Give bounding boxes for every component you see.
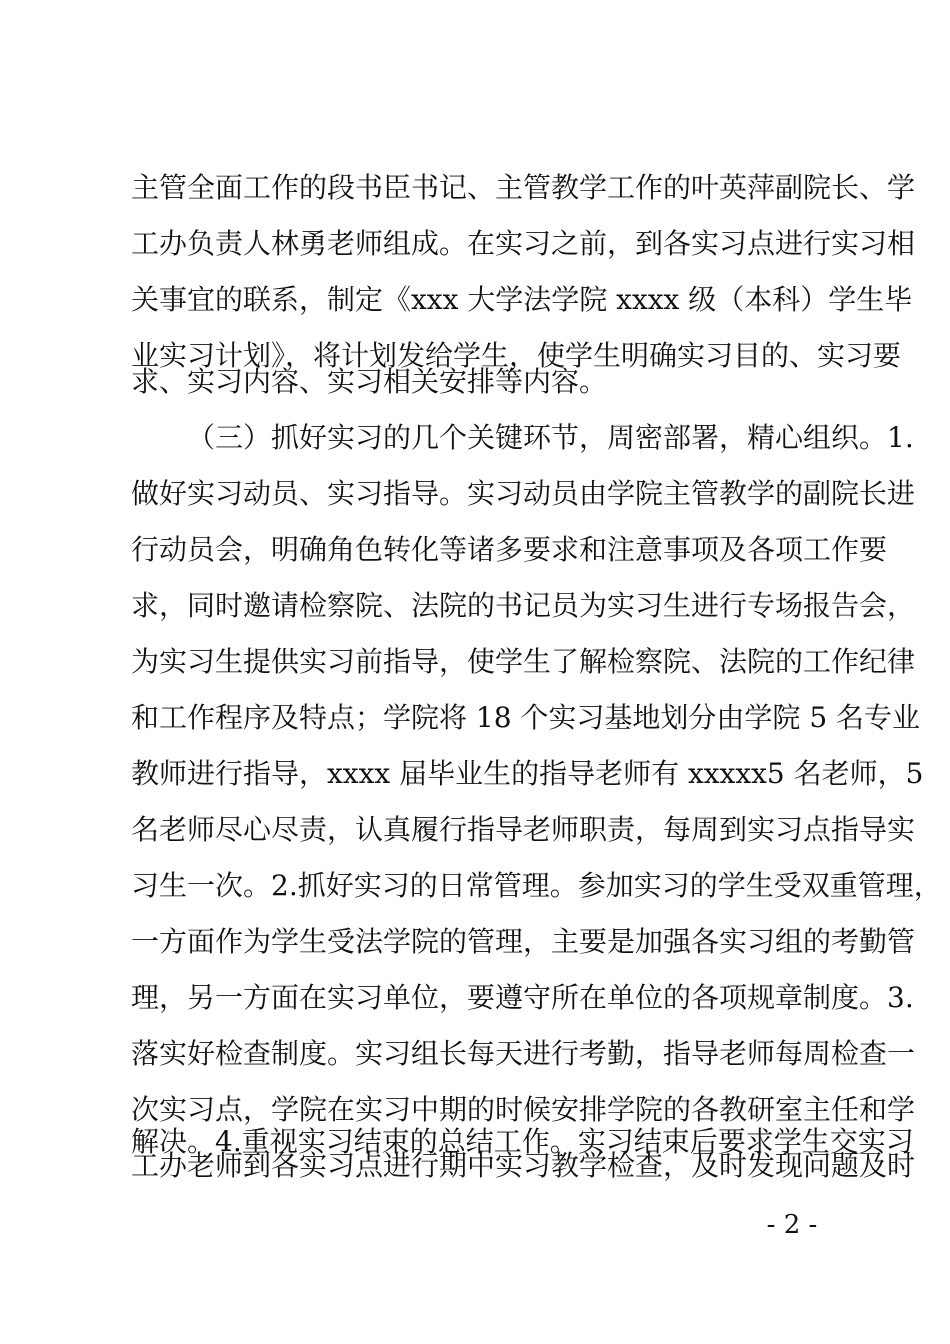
text-line: 次实习点，学院在实习中期的时候安排学院的各教研室主任和学: [131, 1093, 916, 1126]
text-line: 一方面作为学生受法学院的管理，主要是加强各实习组的考勤管: [131, 925, 916, 958]
text-line: 求，同时邀请检察院、法院的书记员为实习生进行专场报告会，: [131, 589, 916, 622]
text-line: 行动员会，明确角色转化等诸多要求和注意事项及各项工作要: [131, 533, 888, 566]
text-line: 做好实习动员、实习指导。实习动员由学院主管教学的副院长进: [131, 477, 916, 510]
text-line: 工办老师到各实习点进行期中实习教学检查，及时发现问题及时: [131, 1149, 916, 1182]
text-line: 教师进行指导，xxxx 届毕业生的指导老师有 xxxxx5 名老师，5: [131, 757, 924, 790]
text-line: 习生一次。2.抓好实习的日常管理。参加实习的学生受双重管理，: [131, 869, 942, 902]
text-line: 解决。4.重视实习结束的总结工作。实习结束后要求学生交实习: [131, 1125, 914, 1158]
text-line: 主管全面工作的段书臣书记、主管教学工作的叶英萍副院长、学: [131, 171, 916, 204]
text-line: 求、实习内容、实习相关安排等内容。: [131, 365, 608, 398]
text-line: 名老师尽心尽责，认真履行指导老师职责，每周到实习点指导实: [131, 813, 916, 846]
text-line: 业实习计划》，将计划发给学生，使学生明确实习目的、实习要: [131, 339, 902, 372]
text-line: 工办负责人林勇老师组成。在实习之前，到各实习点进行实习相: [131, 227, 916, 260]
text-line: 关事宜的联系，制定《xxx 大学法学院 xxxx 级（本科）学生毕: [131, 283, 913, 316]
text-line: 理，另一方面在实习单位，要遵守所在单位的各项规章制度。3.: [131, 981, 914, 1014]
text-line: 落实好检查制度。实习组长每天进行考勤，指导老师每周检查一: [131, 1037, 916, 1070]
text-line: 和工作程序及特点；学院将 18 个实习基地划分由学院 5 名专业: [131, 701, 921, 734]
paragraph-start-line: （三）抓好实习的几个关键环节，周密部署，精心组织。1.: [187, 421, 914, 454]
page-number: - 2 -: [766, 1210, 818, 1240]
text-line: 为实习生提供实习前指导，使学生了解检察院、法院的工作纪律: [131, 645, 916, 678]
